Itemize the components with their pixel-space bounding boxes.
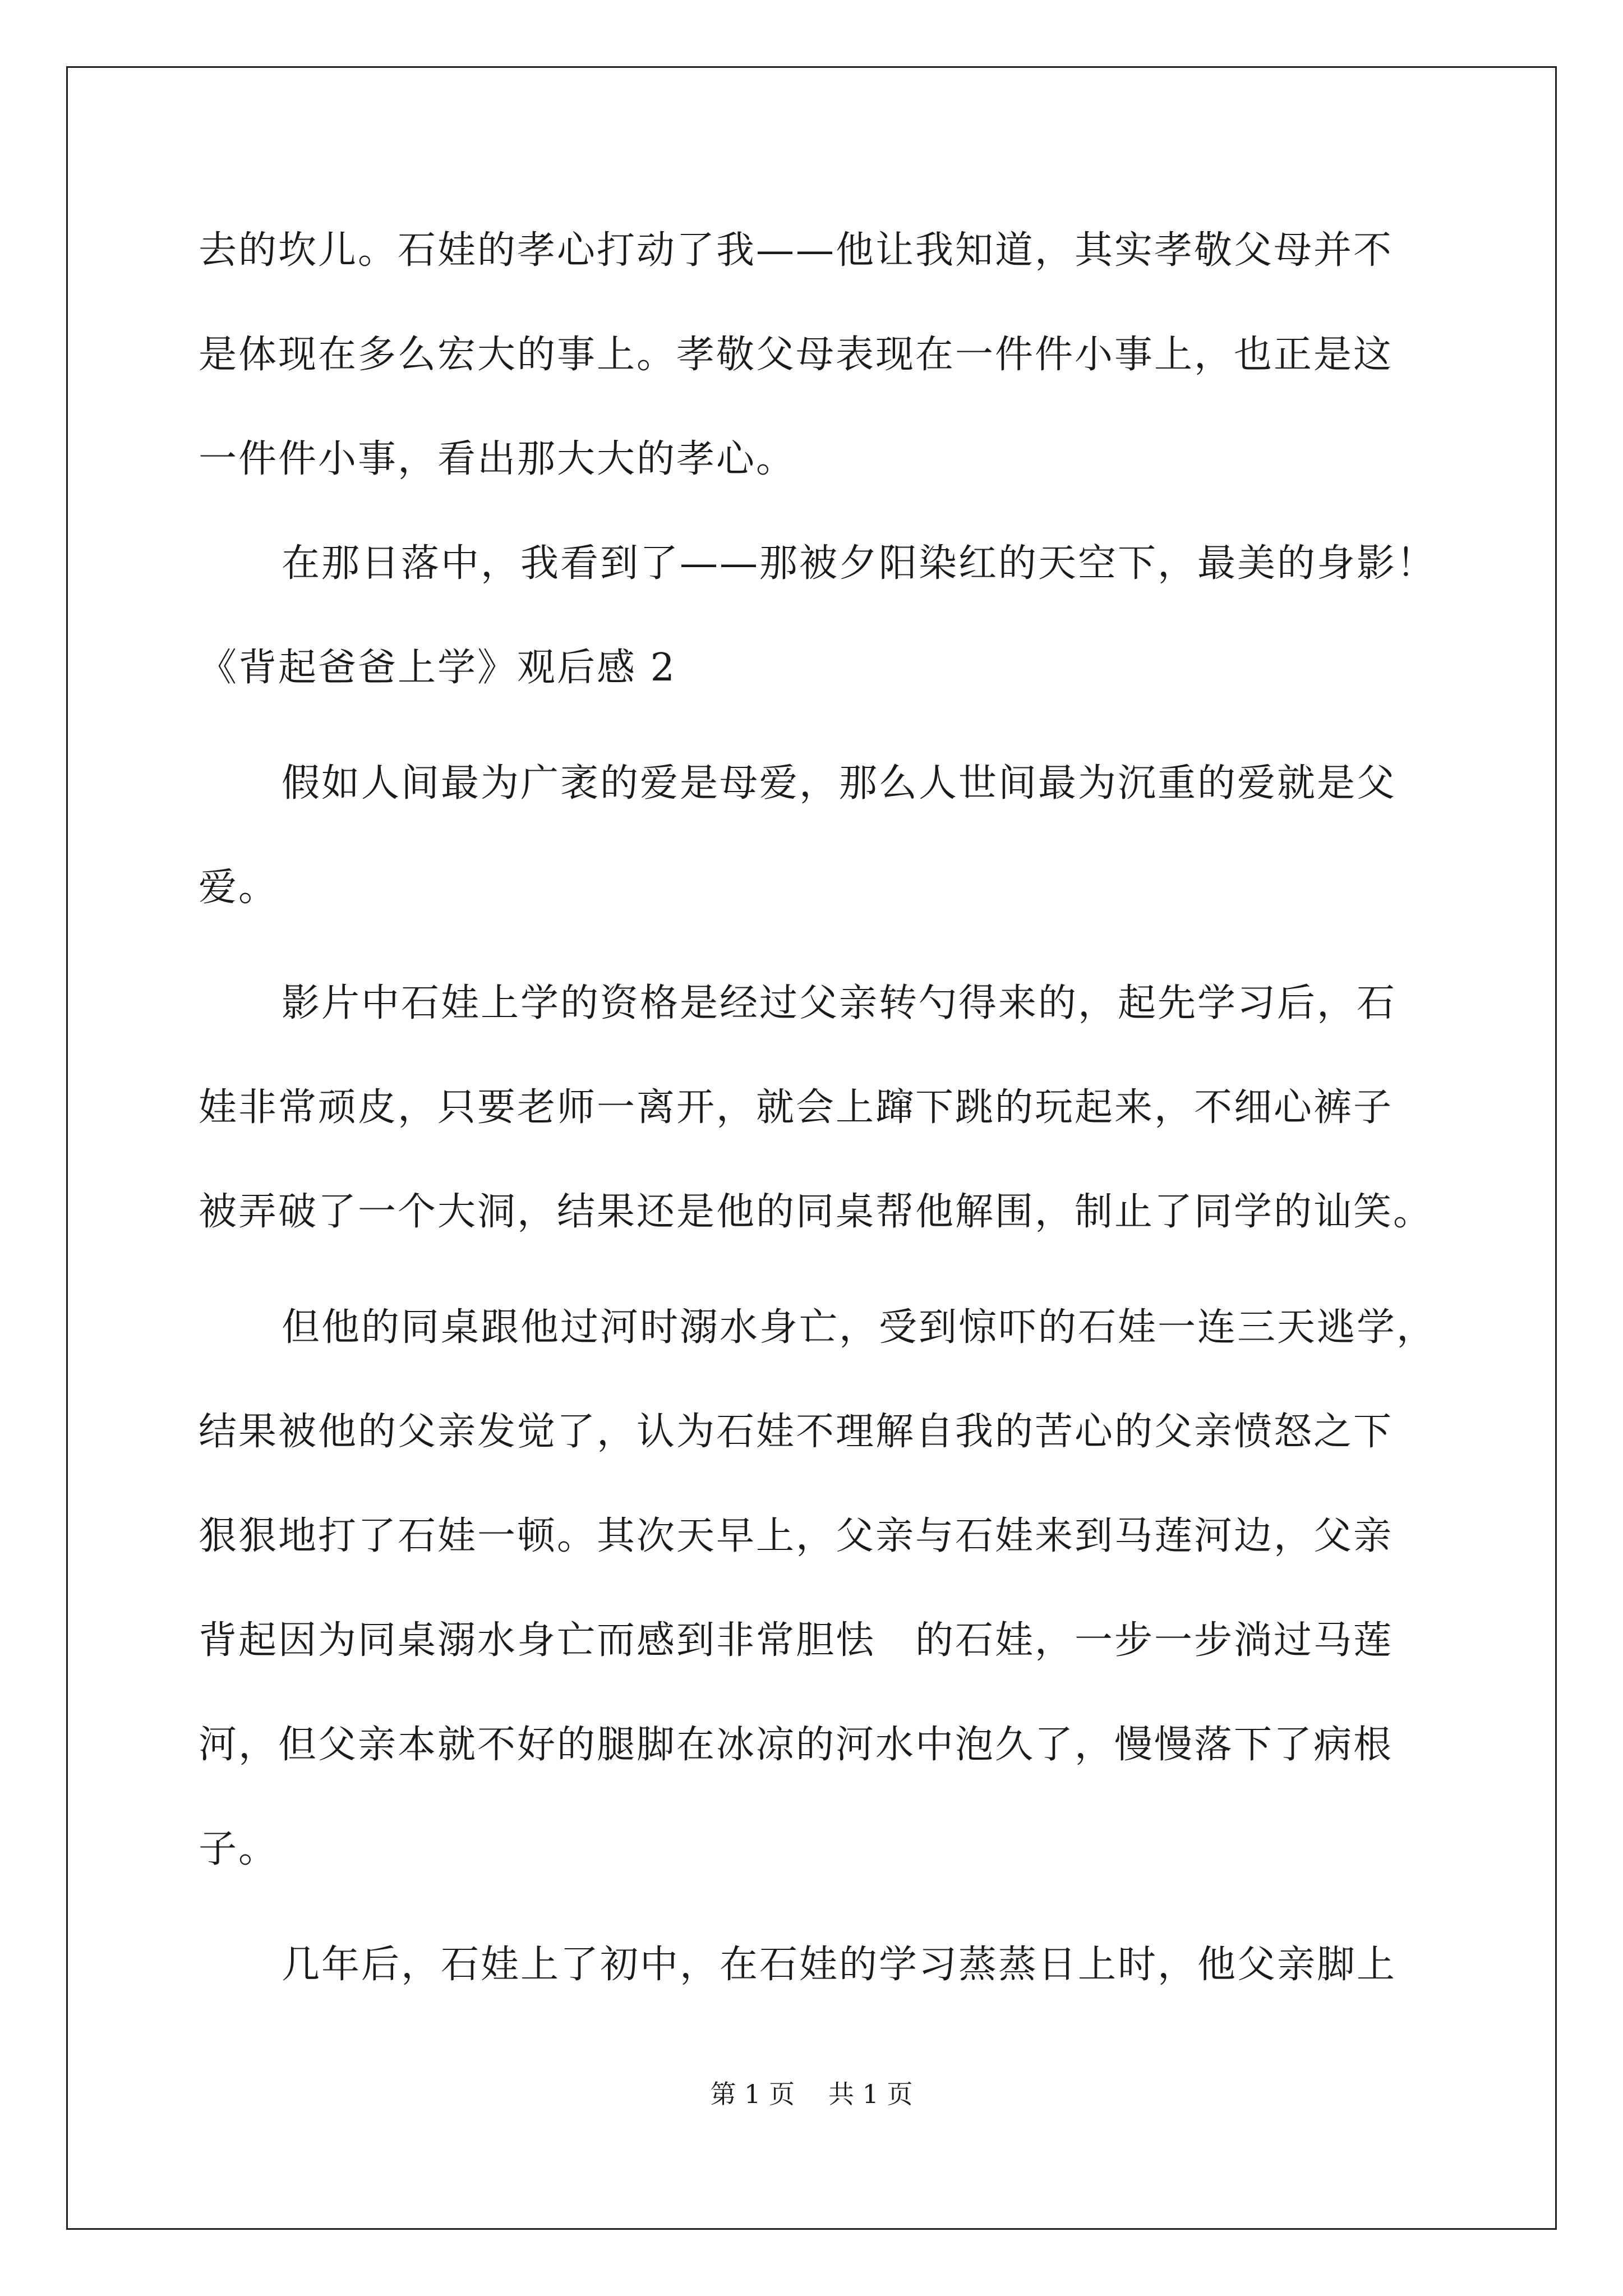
- body-line-14: 背起因为同桌溺水身亡而感到非常胆怯 的石娃，一步一步淌过马莲: [199, 1618, 1394, 1663]
- page-footer: [0, 2078, 1623, 2110]
- body-line-3: 一件件小事，看出那大大的孝心。: [199, 437, 796, 481]
- body-line-2: 是体现在多么宏大的事上。孝敬父母表现在一件件小事上，也正是这: [199, 333, 1394, 377]
- body-line-9: 娃非常顽皮，只要老师一离开，就会上蹿下跳的玩起来，不细心裤子: [199, 1085, 1394, 1130]
- section-heading: 《背起爸爸上学》观后感 2: [199, 646, 676, 690]
- page-number: 第 1 页: [710, 2079, 795, 2109]
- body-line-4: 在那日落中，我看到了——那被夕阳染红的天空下，最美的身影！: [282, 541, 1437, 586]
- body-line-7: 爱。: [199, 866, 279, 910]
- page-total: 共 1 页: [828, 2079, 913, 2109]
- body-line-12: 结果被他的父亲发觉了，认为石娃不理解自我的苦心的父亲愤怒之下: [199, 1410, 1394, 1454]
- body-line-1: 去的坎儿。石娃的孝心打动了我——他让我知道，其实孝敬父母并不: [199, 228, 1394, 273]
- body-line-17: 几年后，石娃上了初中，在石娃的学习蒸蒸日上时，他父亲脚上: [282, 1943, 1397, 1987]
- body-line-8: 影片中石娃上学的资格是经过父亲转勺得来的，起先学习后，石: [282, 981, 1397, 1025]
- body-line-16: 子。: [199, 1827, 279, 1871]
- body-line-11: 但他的同桌跟他过河时溺水身亡，受到惊吓的石娃一连三天逃学，: [282, 1305, 1437, 1350]
- body-line-15: 河，但父亲本就不好的腿脚在冰凉的河水中泡久了，慢慢落下了病根: [199, 1723, 1394, 1767]
- body-line-10: 被弄破了一个大洞，结果还是他的同桌帮他解围，制止了同学的讪笑。: [199, 1190, 1433, 1234]
- body-line-13: 狠狠地打了石娃一顿。其次天早上，父亲与石娃来到马莲河边，父亲: [199, 1514, 1394, 1558]
- body-line-6: 假如人间最为广袤的爱是母爱，那么人世间最为沉重的爱就是父: [282, 761, 1397, 806]
- page-border: [66, 66, 1557, 2230]
